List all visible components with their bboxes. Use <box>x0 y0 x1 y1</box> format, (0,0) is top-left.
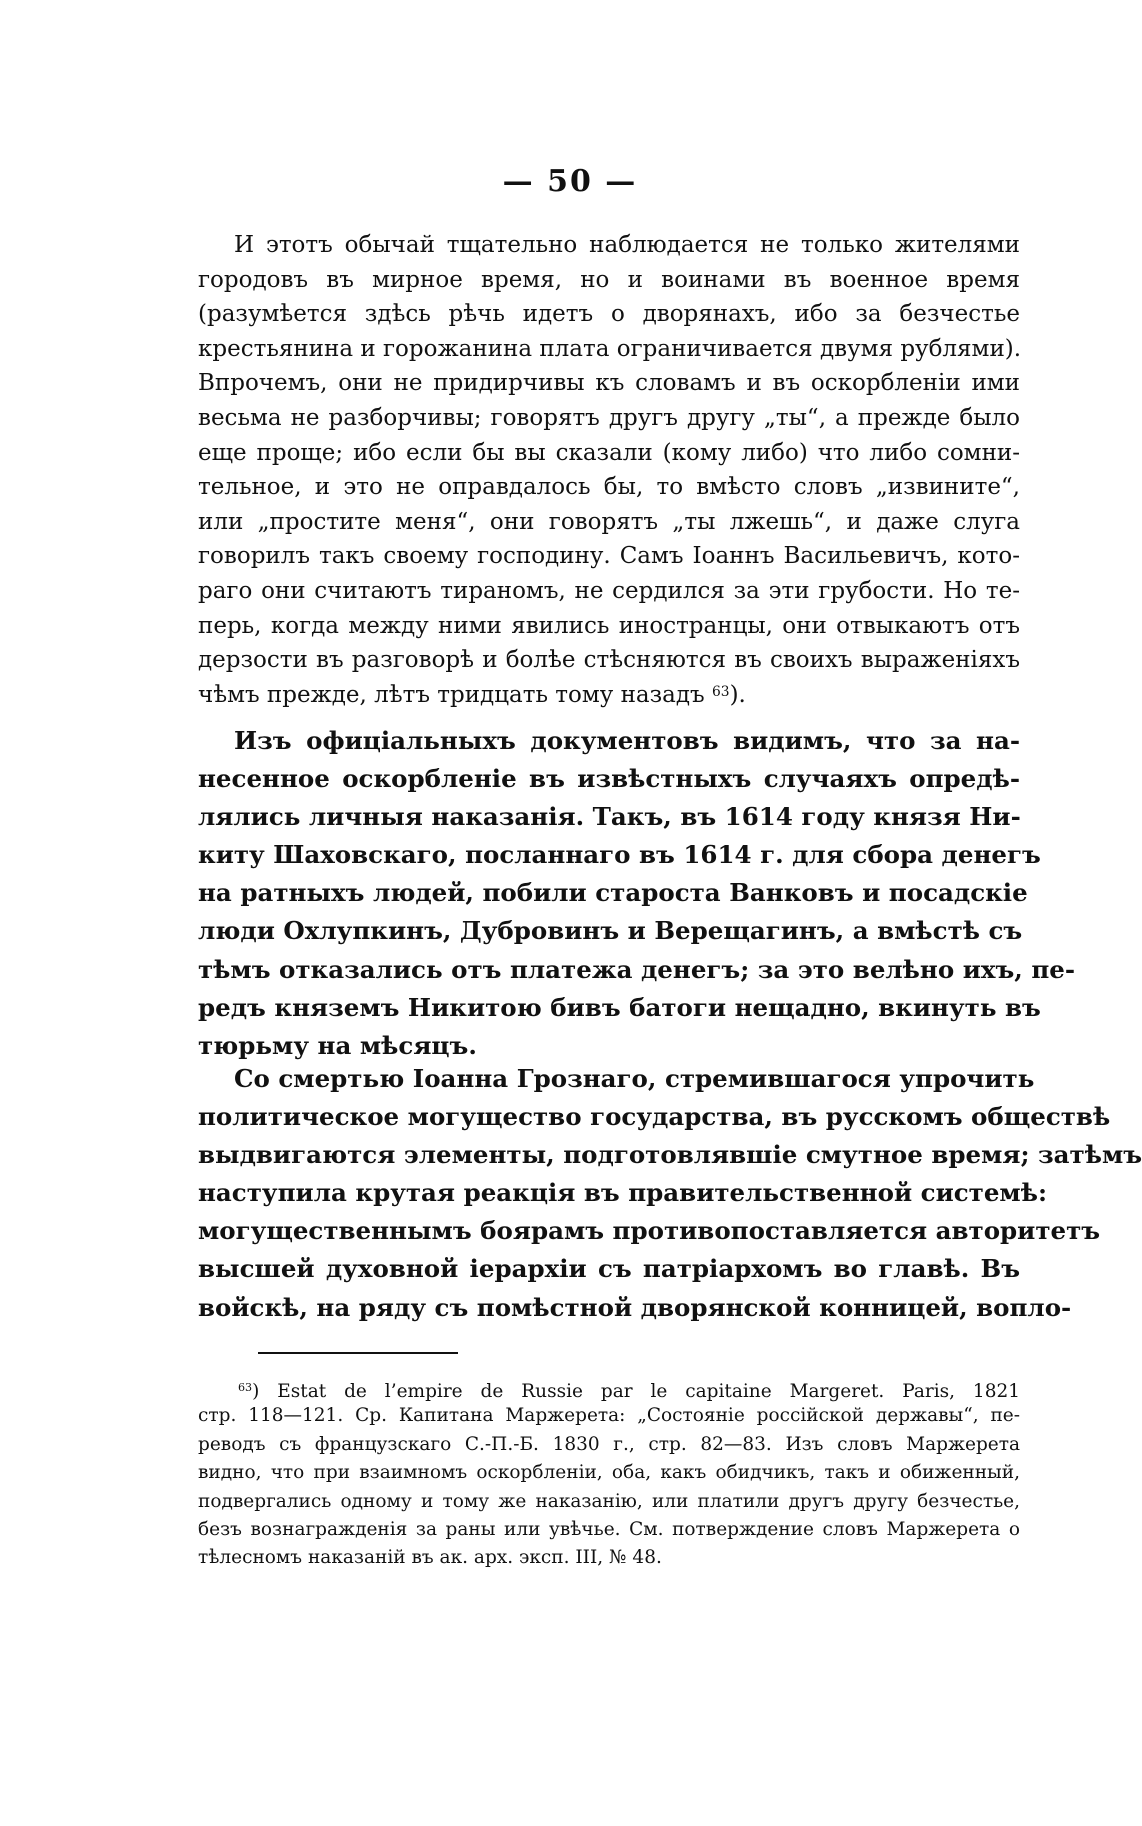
footnote-line: реводъ съ французскаго С.-П.-Б. 1830 г., стр. 82—83. Изъ словъ Маржерета <box>198 1433 1020 1455</box>
footnote-line: видно, что при взаимномъ оскорбленіи, оба, какъ обидчикъ, такъ и обиженный, <box>198 1462 1020 1484</box>
text-line: выдвигаются элементы, подготовлявшіе смутное время; затѣмъ <box>198 1140 1142 1170</box>
text-line: высшей духовной іерархіи съ патріархомъ во главѣ. Въ <box>198 1254 1020 1284</box>
paragraph-2 <box>198 722 1076 1065</box>
footnote-line <box>198 1374 1020 1402</box>
footnote-line: стр. 118—121. Ср. Капитана Маржерета: „Состояніе россійской державы“, пе- <box>198 1405 1020 1427</box>
text-line: тюрьму на мѣсяцъ. <box>198 1030 477 1060</box>
footnote-line: подвергались одному и тому же наказанію, или платили другъ другу безчестье, <box>198 1490 1020 1512</box>
text-line: (разумѣется здѣсь рѣчь идетъ о дворянахъ, ибо за безчестье <box>198 301 1020 328</box>
text-line: на ратныхъ людей, побили староста Ванковъ и посадскіе <box>198 878 1028 908</box>
footnote-line-content: ) Estat de l’empire de Russie par le capitaine Margeret. Paris, 1821 <box>252 1381 1020 1402</box>
text-line: говорилъ такъ своему господину. Самъ Іоаннъ Васильевичъ, кото- <box>198 543 1020 570</box>
text-line: дерзости въ разговорѣ и болѣе стѣсняются въ своихъ выраженіяхъ <box>198 647 1020 674</box>
text-line: несенное оскорбленіе въ извѣстныхъ случаяхъ опредѣ- <box>198 764 1020 794</box>
page-number: — 50 — <box>502 164 638 199</box>
paragraph-3 <box>198 1060 1142 1327</box>
footnote-line: безъ вознагражденія за раны или увѣчье. См. потверждение словъ Маржерета о <box>198 1518 1020 1540</box>
text-line: городовъ въ мирное время, но и воинами въ военное время <box>198 266 1020 293</box>
text-line: весьма не разборчивы; говорятъ другъ другу „ты“, а прежде было <box>198 404 1020 431</box>
text-line-content: чѣмъ прежде, лѣтъ тридцать тому назадъ <box>198 681 705 708</box>
footnote-reference: 63 <box>712 683 730 700</box>
text-line: войскѣ, на ряду съ помѣстной дворянской конницей, вопло- <box>198 1292 1072 1322</box>
closing-punctuation: ). <box>729 681 746 708</box>
text-line: крестьянина и горожанина плата ограничивается двумя рублями). <box>198 335 1022 362</box>
footnote <box>198 1374 1020 1573</box>
text-line: киту Шаховскаго, посланнаго въ 1614 г. для сбора денегъ <box>198 840 1041 870</box>
text-line: тѣмъ отказались отъ платежа денегъ; за это велѣно ихъ, пе- <box>198 954 1076 984</box>
text-line: И этотъ обычай тщательно наблюдается не только жителями <box>234 232 1020 258</box>
paragraph-1 <box>198 228 1020 712</box>
text-line: политическое могущество государства, въ русскомъ обществѣ <box>198 1102 1111 1132</box>
text-line: лялись личныя наказанія. Такъ, въ 1614 году князя Ни- <box>198 802 1021 832</box>
footnote-divider <box>258 1352 458 1354</box>
text-line: Со смертью Іоанна Грознаго, стремившагося упрочить <box>234 1064 1035 1093</box>
text-line: тельное, и это не оправдалось бы, то вмѣсто словъ „извините“, <box>198 474 1020 501</box>
footnote-line: тѣлесномъ наказаній въ ак. арх. эксп. III, № 48. <box>198 1547 662 1569</box>
text-line: перь, когда между ними явились иностранцы, они отвыкаютъ отъ <box>198 612 1020 639</box>
text-line: Изъ офиціальныхъ документовъ видимъ, что за на- <box>234 726 1020 755</box>
text-line: еще проще; ибо если бы вы сказали (кому либо) что либо сомни- <box>198 439 1020 466</box>
text-line: раго они считаютъ тираномъ, не сердился за эти грубости. Но те- <box>198 577 1020 604</box>
text-line: наступила крутая реакція въ правительственной системѣ: <box>198 1178 1047 1208</box>
text-line <box>198 678 1020 713</box>
footnote-marker: 63 <box>238 1381 253 1394</box>
text-line: или „простите меня“, они говорятъ „ты лжешь“, и даже слуга <box>198 508 1020 535</box>
text-line: могущественнымъ боярамъ противопоставляется авторитетъ <box>198 1216 1101 1246</box>
text-line: редъ княземъ Никитою бивъ батоги нещадно, вкинуть въ <box>198 992 1041 1022</box>
text-line: Впрочемъ, они не придирчивы къ словамъ и въ оскорбленіи ими <box>198 370 1020 397</box>
text-line: люди Охлупкинъ, Дубровинъ и Верещагинъ, а вмѣстѣ съ <box>198 916 1023 946</box>
